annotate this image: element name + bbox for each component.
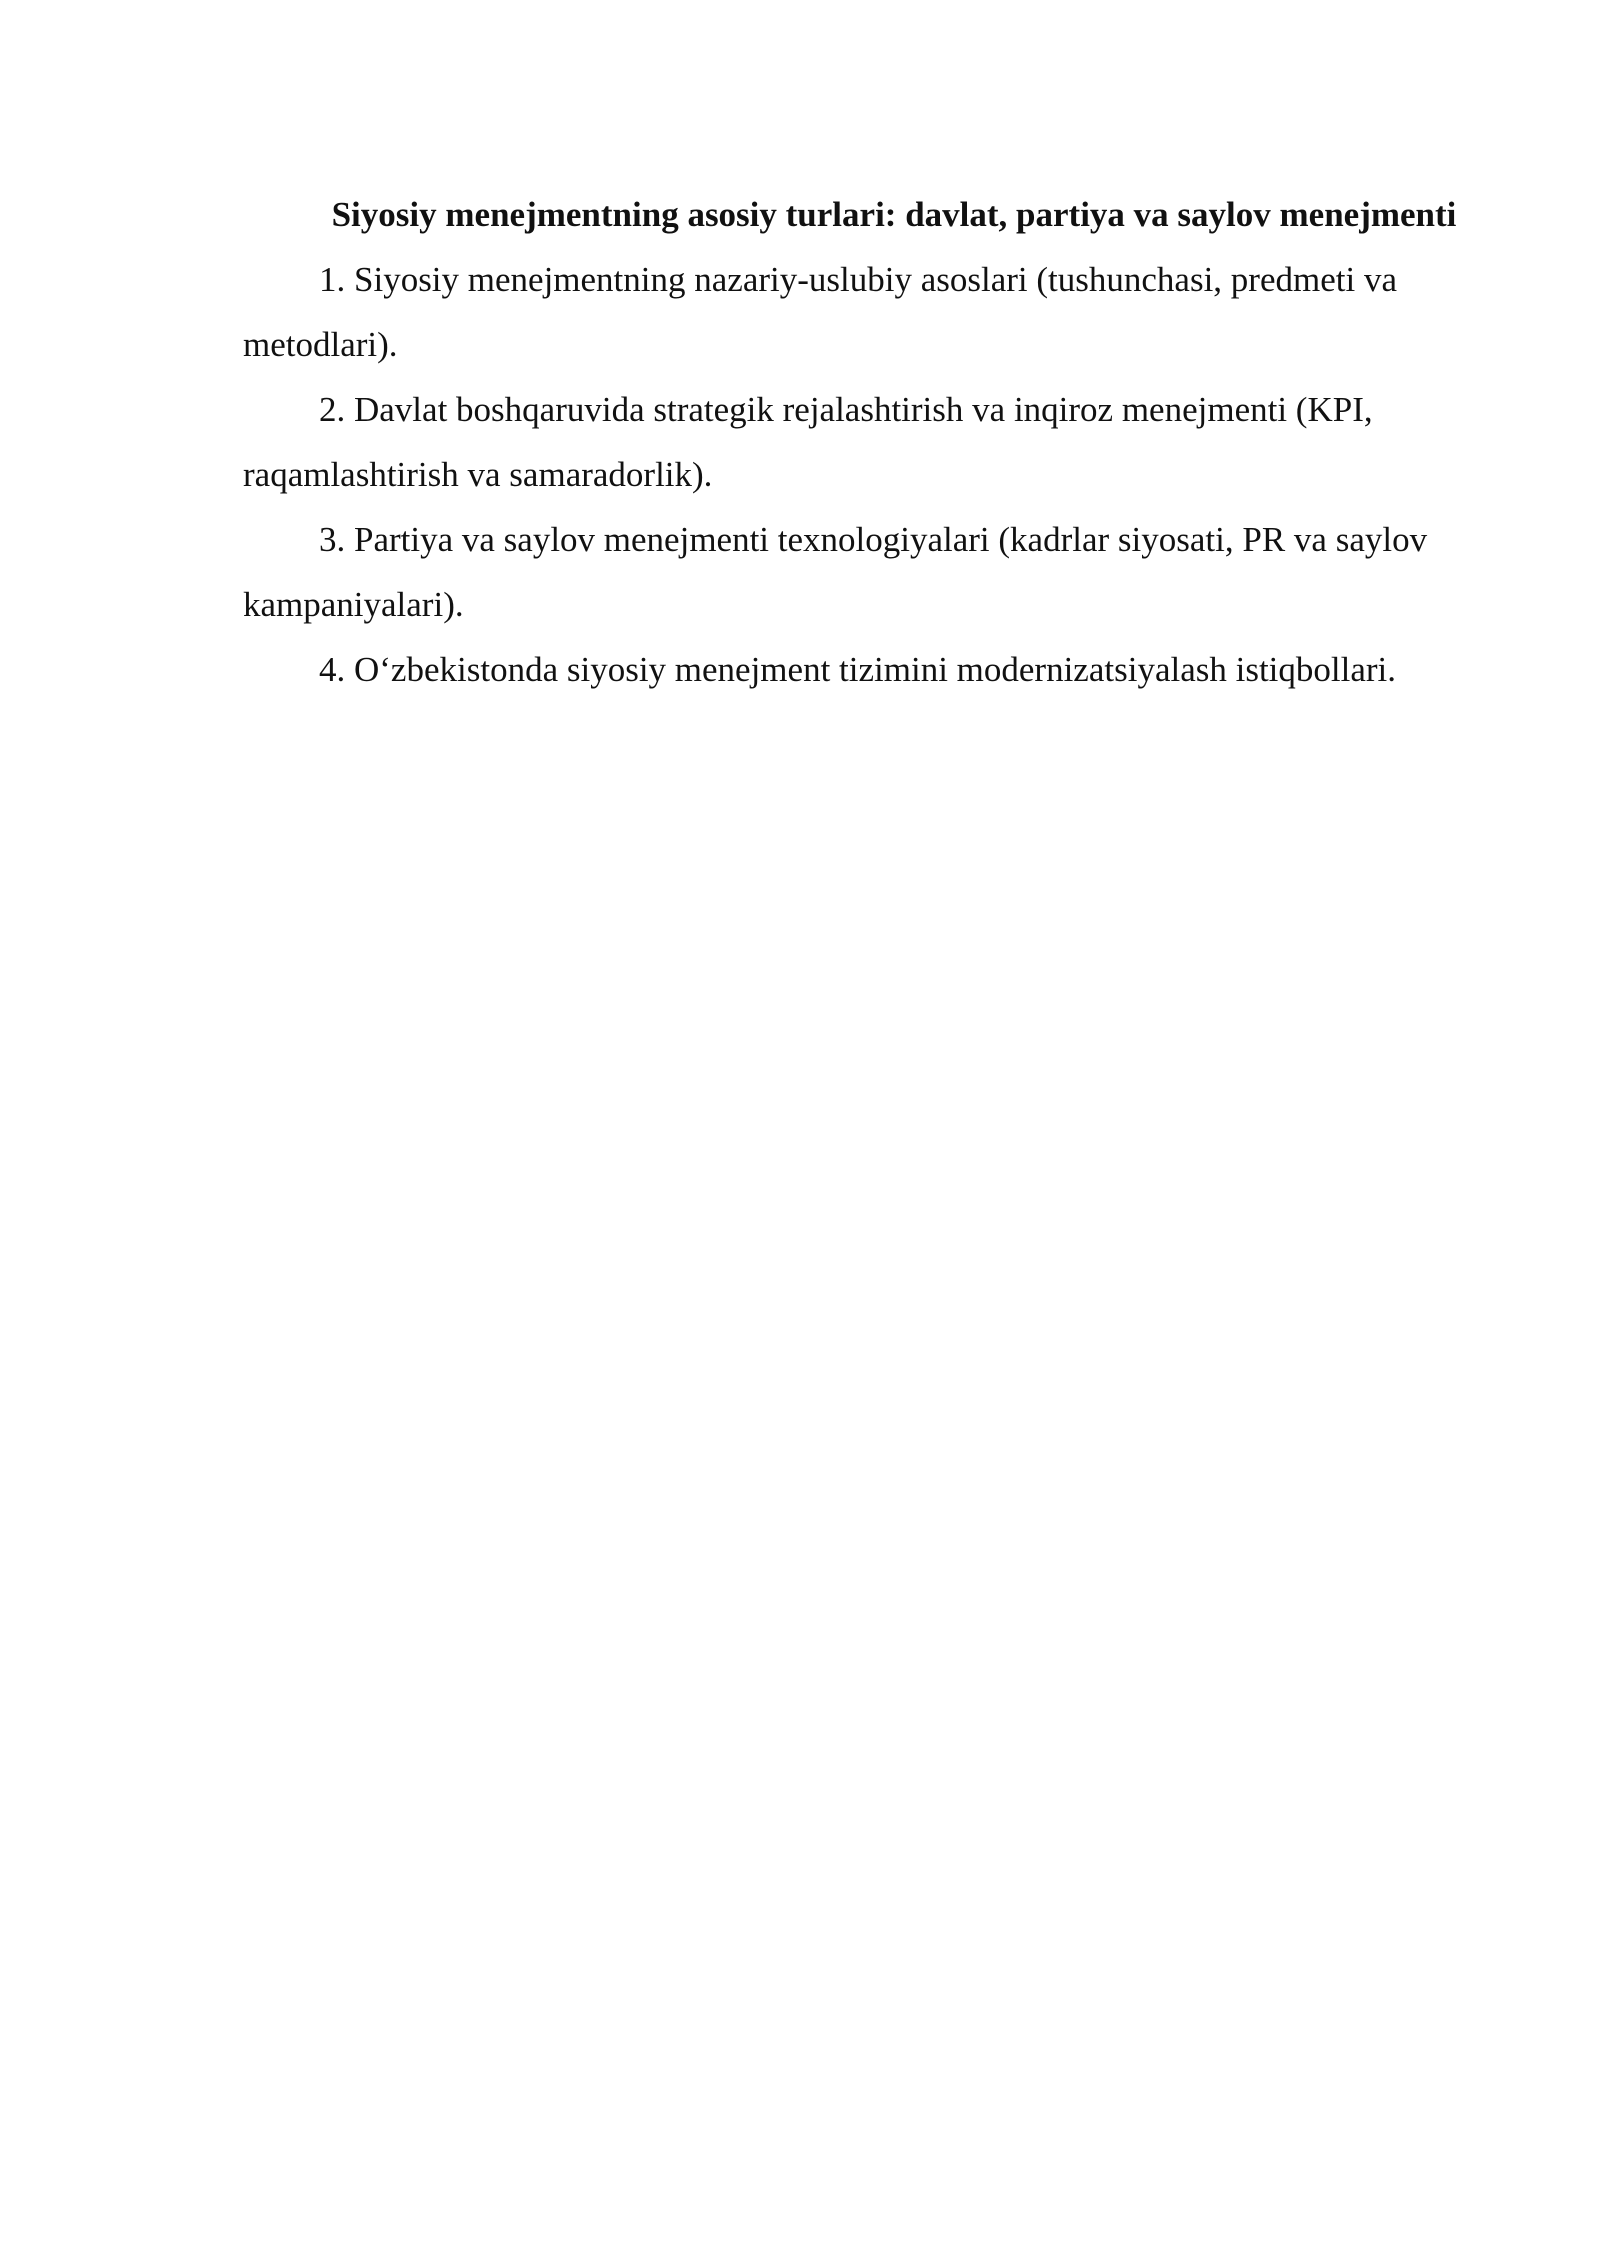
list-item: 4. O‘zbekistonda siyosiy menejment tizimini modernizatsiyalash istiqbollari.	[319, 650, 1397, 689]
document-body	[243, 182, 1473, 702]
list-item: 2. Davlat boshqaruvida strategik rejalashtirish va inqiroz menejmenti (KPI, raqamlashtirish va samaradorlik).	[243, 390, 1373, 494]
list-item: 3. Partiya va saylov menejmenti texnologiyalari (kadrlar siyosati, PR va saylov kampaniyalari).	[243, 520, 1428, 624]
document-title: Siyosiy menejmentning asosiy turlari: davlat, partiya va saylov menejmenti	[331, 195, 1457, 234]
list-item: 1. Siyosiy menejmentning nazariy-uslubiy asoslari (tushunchasi, predmeti va metodlari).	[243, 260, 1397, 364]
